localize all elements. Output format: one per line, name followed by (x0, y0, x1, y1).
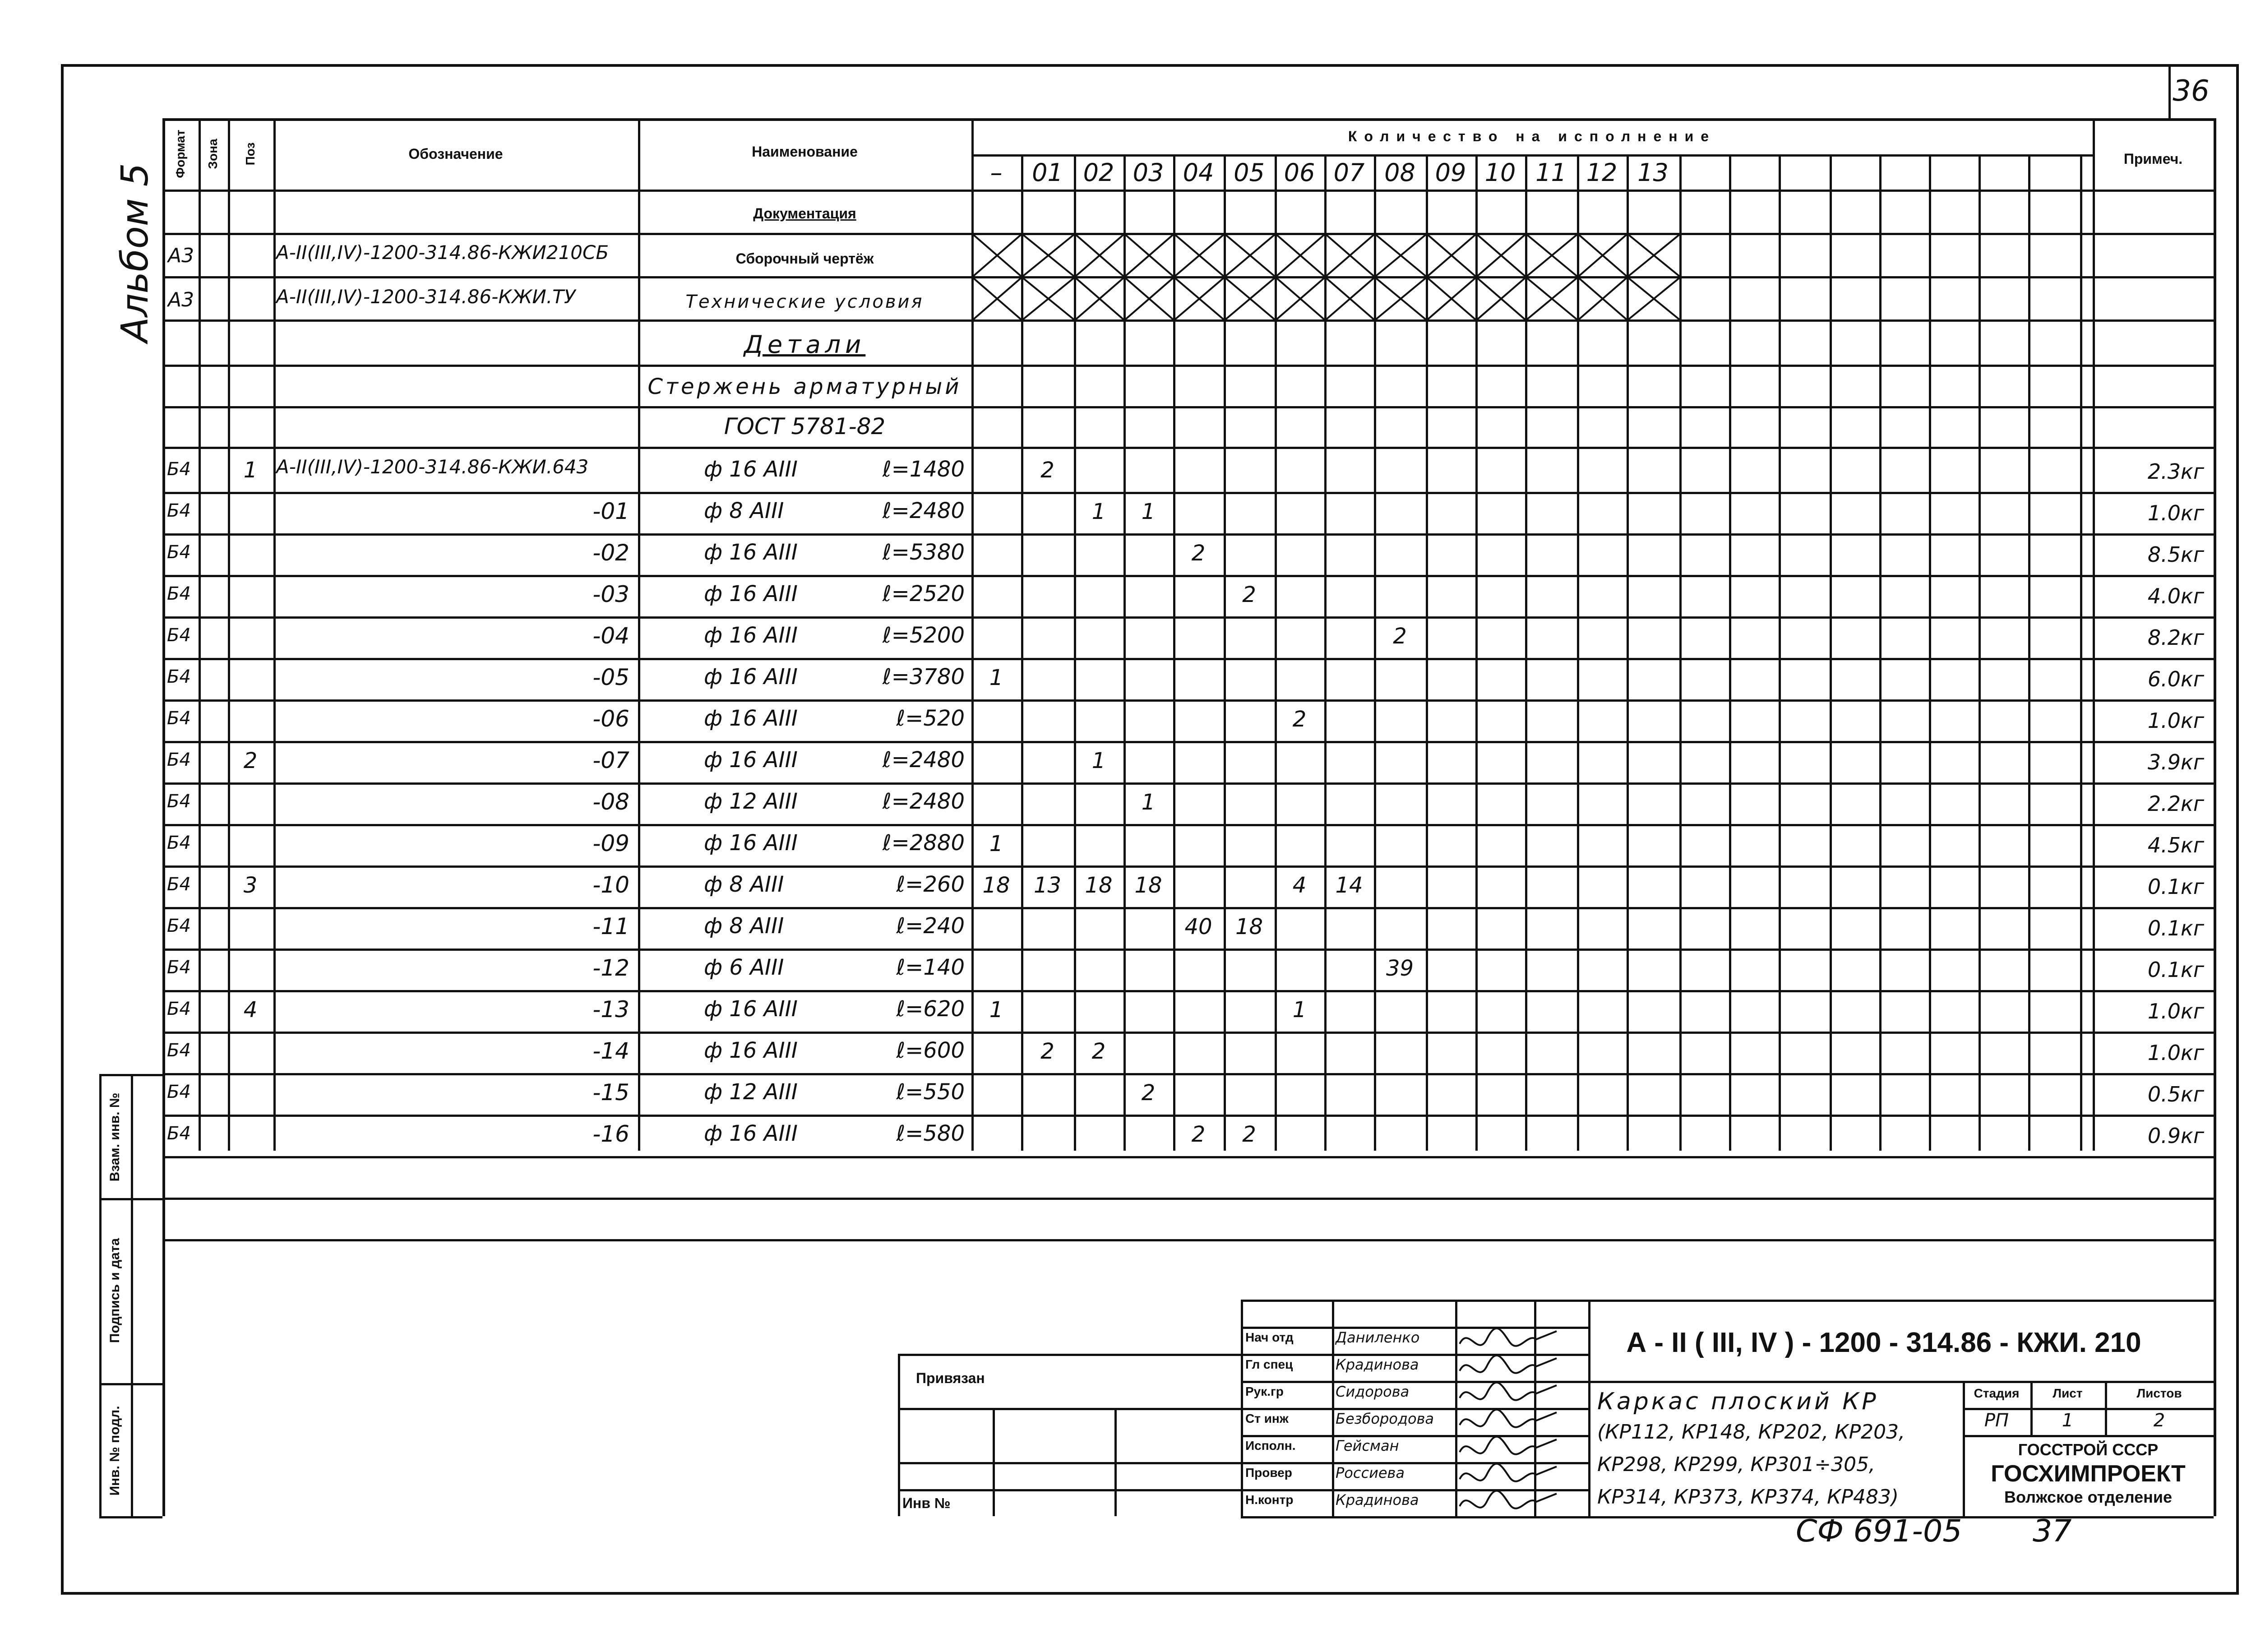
header-format: Формат (173, 130, 187, 178)
signature-name: Крадинова (1336, 1356, 1419, 1373)
item-diameter: ф 8 АIII (704, 913, 784, 939)
footer-number: 37 (2033, 1513, 2072, 1549)
org-volzhskoe: Волжское отделение (2004, 1488, 2173, 1506)
item-quantity: 1 (1091, 499, 1106, 524)
row-name: Стержень арматурный (647, 374, 962, 399)
execution-number: 07 (1333, 158, 1365, 187)
item-diameter: ф 16 АIII (704, 664, 798, 689)
item-format: Б4 (167, 1123, 191, 1144)
item-format: Б4 (167, 750, 191, 770)
item-diameter: ф 16 АIII (704, 457, 798, 482)
item-quantity: 1 (989, 997, 1003, 1023)
item-pos: 3 (243, 873, 258, 898)
signature-role: Рук.гр (1245, 1384, 1284, 1398)
signature-name: Гейсман (1336, 1437, 1399, 1454)
item-diameter: ф 16 АIII (704, 1121, 798, 1146)
title-line: (КР112, КР148, КР202, КР203, (1597, 1421, 1905, 1444)
item-diameter: ф 8 АIII (704, 872, 784, 897)
side-stamp-signature: Подпись и дата (107, 1238, 122, 1343)
item-diameter: ф 16 АIII (704, 623, 798, 648)
item-diameter: ф 16 АIII (704, 1038, 798, 1063)
item-quantity: 1 (989, 831, 1003, 856)
item-format: Б4 (167, 666, 191, 687)
signature-name: Сидорова (1336, 1383, 1410, 1400)
item-quantity: 2 (1040, 458, 1054, 483)
item-diameter: ф 16 АIII (704, 706, 798, 731)
item-note: 0.1кг (2147, 916, 2204, 940)
item-length: ℓ=2880 (882, 830, 965, 856)
item-pos: 2 (243, 748, 258, 773)
execution-number: – (990, 158, 1003, 187)
item-designation: -11 (592, 913, 629, 939)
execution-number: 03 (1133, 158, 1164, 187)
sheets-value: 2 (2153, 1410, 2165, 1431)
item-quantity: 39 (1386, 956, 1414, 981)
row-name: Детали (744, 330, 866, 359)
item-format: Б4 (167, 791, 191, 812)
item-format: Б4 (167, 542, 191, 563)
row-name: Технические условия (685, 292, 924, 312)
item-diameter: ф 16 АIII (704, 540, 798, 565)
item-quantity: 4 (1292, 873, 1307, 898)
item-note: 8.5кг (2147, 542, 2204, 567)
row-designation: А-II(III,IV)-1200-314.86-КЖИ.ТУ (276, 286, 576, 308)
item-length: ℓ=2480 (882, 747, 965, 773)
privyazan-label: Привязан (916, 1370, 985, 1386)
item-designation: -10 (592, 872, 629, 898)
title-line: Каркас плоский КР (1597, 1388, 1879, 1415)
item-note: 1.0кг (2147, 999, 2204, 1023)
signature-scribble (1460, 1383, 1557, 1400)
item-length: ℓ=260 (896, 872, 965, 897)
title-line: КР298, КР299, КР301÷305, (1597, 1453, 1876, 1476)
item-quantity: 13 (1033, 873, 1062, 898)
item-quantity: 18 (982, 873, 1010, 898)
item-note: 6.0кг (2147, 667, 2204, 691)
document-code: А - II ( III, IV ) - 1200 - 314.86 - КЖИ. 210 (1626, 1327, 2141, 1358)
item-length: ℓ=1480 (882, 457, 965, 482)
signature-scribble (1460, 1491, 1557, 1509)
item-format: Б4 (167, 1040, 191, 1061)
stage-value: РП (1984, 1410, 2009, 1431)
item-note: 2.3кг (2147, 459, 2204, 484)
stage-label: Стадия (1974, 1386, 2020, 1400)
item-quantity: 2 (1191, 541, 1206, 566)
item-format: Б4 (167, 583, 191, 604)
item-length: ℓ=580 (896, 1121, 965, 1146)
item-quantity: 18 (1085, 873, 1113, 898)
execution-number: 12 (1586, 158, 1618, 187)
item-designation: -02 (592, 540, 629, 566)
item-quantity: 2 (1141, 1080, 1156, 1106)
item-format: Б4 (167, 874, 191, 895)
execution-number: 02 (1083, 158, 1114, 187)
item-note: 4.5кг (2147, 833, 2204, 857)
item-quantity: 40 (1184, 914, 1212, 939)
execution-number: 06 (1284, 158, 1315, 187)
title-line: КР314, КР373, КР374, КР483) (1597, 1485, 1899, 1509)
item-designation: -09 (592, 830, 629, 856)
item-length: ℓ=3780 (882, 664, 965, 689)
item-length: ℓ=140 (896, 955, 965, 980)
signature-scribble (1460, 1410, 1557, 1427)
item-designation: -13 (592, 996, 629, 1023)
inv-label: Инв № (902, 1495, 951, 1511)
item-diameter: ф 16 АIII (704, 830, 798, 856)
item-format: Б4 (167, 957, 191, 978)
item-designation: -14 (592, 1038, 629, 1064)
item-designation: -05 (592, 664, 629, 690)
item-diameter: ф 12 АIII (704, 1079, 798, 1105)
item-quantity: 2 (1242, 582, 1256, 607)
item-length: ℓ=520 (896, 706, 965, 731)
execution-number: 08 (1384, 158, 1415, 187)
footer-code: СФ 691-05 (1796, 1513, 1962, 1549)
item-designation: -04 (592, 623, 629, 649)
item-note: 1.0кг (2147, 708, 2204, 733)
item-length: ℓ=550 (896, 1079, 965, 1105)
signature-name: Крадинова (1336, 1491, 1419, 1509)
item-quantity: 14 (1335, 873, 1363, 898)
signature-role: Провер (1245, 1466, 1292, 1480)
row-designation: А-II(III,IV)-1200-314.86-КЖИ210СБ (276, 241, 609, 264)
item-length: ℓ=5200 (882, 623, 965, 648)
header-zone: Зона (206, 139, 220, 169)
item-format: Б4 (167, 916, 191, 936)
item-quantity: 2 (1091, 1039, 1106, 1064)
header-note: Примеч. (2123, 151, 2183, 167)
side-stamp-inv: Инв. № подл. (107, 1406, 122, 1496)
item-pos: 4 (243, 997, 258, 1023)
item-length: ℓ=620 (896, 996, 965, 1022)
item-format: Б4 (167, 625, 191, 646)
signature-role: Ст инж (1245, 1411, 1289, 1425)
item-designation: -06 (592, 706, 629, 732)
item-length: ℓ=2480 (882, 498, 965, 523)
signature-name: Безбородова (1336, 1410, 1434, 1427)
item-quantity: 2 (1242, 1122, 1256, 1147)
row-format: А3 (168, 244, 194, 267)
execution-number: 04 (1183, 158, 1214, 187)
sheet-label: Лист (2053, 1386, 2083, 1400)
signature-scribble (1460, 1437, 1557, 1454)
signature-scribble (1460, 1328, 1557, 1346)
side-stamp-replace: Взам. инв. № (107, 1092, 122, 1182)
signature-role: Нач отд (1245, 1330, 1294, 1344)
item-note: 0.5кг (2147, 1082, 2204, 1106)
signature-role: Н.контр (1245, 1493, 1294, 1507)
item-designation: -03 (592, 581, 629, 607)
item-format: Б4 (167, 833, 191, 853)
item-quantity: 1 (1091, 748, 1106, 773)
item-format: Б4 (167, 459, 191, 480)
item-quantity: 1 (1292, 997, 1307, 1023)
item-designation: -12 (592, 955, 629, 981)
item-note: 8.2кг (2147, 625, 2204, 650)
item-length: ℓ=5380 (882, 540, 965, 565)
org-goshimproekt: ГОСХИМПРОЕКТ (1991, 1461, 2186, 1487)
item-quantity: 1 (1141, 790, 1156, 815)
header-quantity: Количество на исполнение (1348, 128, 1716, 144)
item-length: ℓ=2520 (882, 581, 965, 606)
item-quantity: 2 (1393, 624, 1407, 649)
item-quantity: 18 (1134, 873, 1162, 898)
item-format: Б4 (167, 1082, 191, 1102)
execution-number: 11 (1535, 158, 1567, 187)
sheets-label: Листов (2136, 1386, 2182, 1400)
item-diameter: ф 6 АIII (704, 955, 784, 980)
item-note: 0.1кг (2147, 875, 2204, 899)
item-diameter: ф 16 АIII (704, 747, 798, 773)
page-number: 36 (2173, 74, 2210, 108)
item-designation: -01 (592, 498, 629, 524)
item-designation: -16 (592, 1121, 629, 1147)
signature-name: Россиева (1336, 1464, 1405, 1481)
item-diameter: ф 8 АIII (704, 498, 784, 523)
item-note: 3.9кг (2147, 750, 2204, 774)
item-quantity: 2 (1292, 707, 1307, 732)
signature-scribble (1460, 1464, 1557, 1481)
item-note: 1.0кг (2147, 1041, 2204, 1065)
item-format: Б4 (167, 999, 191, 1019)
row-name: ГОСТ 5781-82 (724, 413, 886, 440)
execution-number: 01 (1032, 158, 1063, 187)
item-pos: 1 (243, 458, 258, 483)
execution-number: 13 (1637, 158, 1669, 187)
execution-number: 09 (1435, 158, 1466, 187)
item-note: 0.9кг (2147, 1124, 2204, 1148)
row-name: Сборочный чертёж (735, 250, 874, 267)
row-name: Документация (753, 205, 856, 222)
signature-role: Гл спец (1245, 1357, 1293, 1371)
item-diameter: ф 16 АIII (704, 996, 798, 1022)
execution-number: 05 (1234, 158, 1265, 187)
item-designation: А-II(III,IV)-1200-314.86-КЖИ.643 (276, 456, 589, 478)
signature-scribble (1460, 1356, 1557, 1373)
item-note: 4.0кг (2147, 584, 2204, 608)
row-format: А3 (168, 288, 194, 311)
item-quantity: 2 (1191, 1122, 1206, 1147)
item-quantity: 1 (1141, 499, 1156, 524)
item-format: Б4 (167, 708, 191, 729)
signature-name: Даниленко (1336, 1329, 1420, 1346)
header-pos: Поз (243, 142, 257, 166)
item-diameter: ф 16 АIII (704, 581, 798, 606)
org-gosstroy: ГОССТРОЙ СССР (2018, 1440, 2159, 1459)
signature-role: Исполн. (1245, 1439, 1296, 1453)
item-quantity: 18 (1235, 914, 1263, 939)
item-length: ℓ=240 (896, 913, 965, 939)
header-designation: Обозначение (408, 146, 503, 162)
item-quantity: 2 (1040, 1039, 1054, 1064)
item-diameter: ф 12 АIII (704, 789, 798, 814)
item-note: 0.1кг (2147, 958, 2204, 982)
item-note: 2.2кг (2147, 791, 2204, 816)
item-designation: -07 (592, 747, 629, 773)
item-designation: -08 (592, 789, 629, 815)
item-note: 1.0кг (2147, 501, 2204, 525)
sheet-value: 1 (2062, 1410, 2074, 1431)
item-quantity: 1 (989, 665, 1003, 690)
header-name: Наименование (752, 143, 858, 160)
item-designation: -15 (592, 1079, 629, 1106)
item-length: ℓ=2480 (882, 789, 965, 814)
execution-number: 10 (1484, 158, 1516, 187)
item-format: Б4 (167, 500, 191, 521)
item-length: ℓ=600 (896, 1038, 965, 1063)
album-label: Альбом 5 (114, 163, 157, 342)
